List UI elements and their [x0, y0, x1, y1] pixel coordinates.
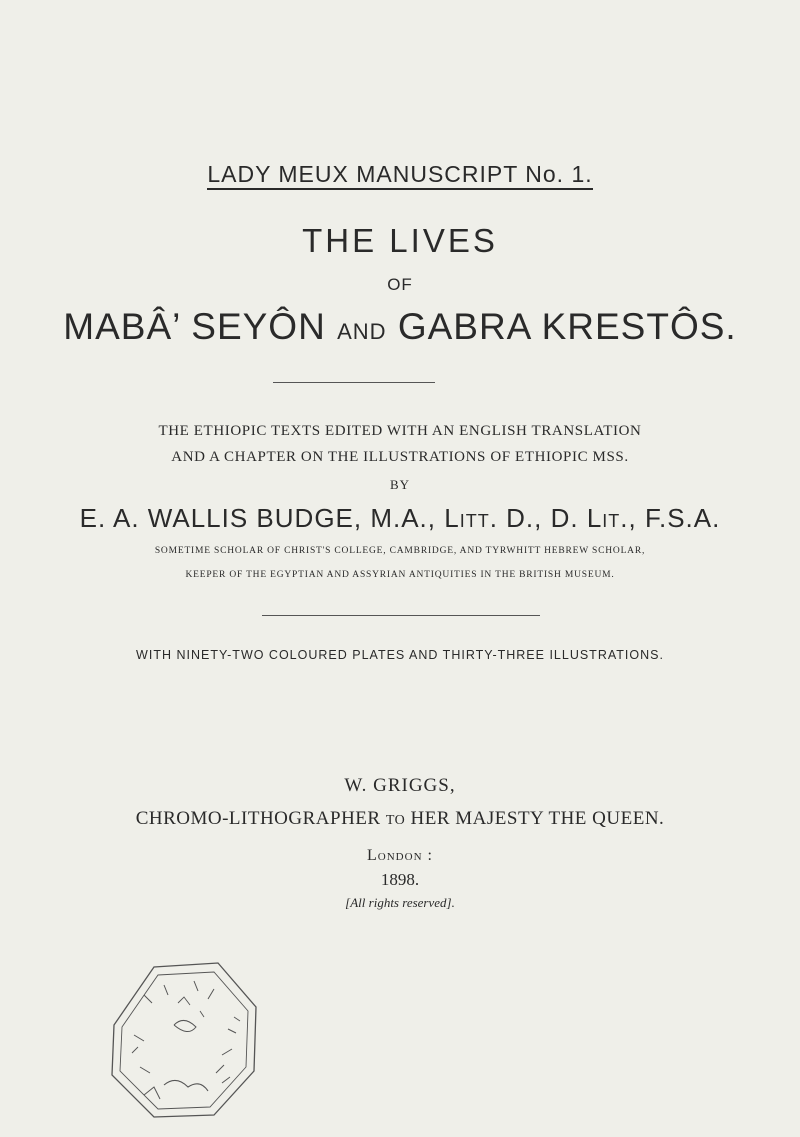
main-title: THE LIVES: [302, 222, 498, 259]
divider: [273, 382, 435, 383]
author-position-1: SOMETIME SCHOLAR OF CHRIST'S COLLEGE, CAMBRIDGE, AND TYRWHITT HEBREW SCHOLAR,: [154, 546, 646, 556]
author-degree-3: F.S.A.: [644, 503, 721, 533]
author-position-2: KEEPER OF THE EGYPTIAN AND ASSYRIAN ANTIQUITIES IN THE BRITISH MUSEUM.: [185, 570, 615, 580]
plates-note: WITH NINETY-TWO COLOURED PLATES AND THIRTY-THREE ILLUSTRATIONS.: [136, 648, 664, 662]
subject-name-2: GABRA KRESTÔS.: [397, 306, 737, 347]
rights-notice: [All rights reserved].: [345, 895, 455, 910]
subject-name-1: MABÂ’ SEYÔN: [63, 306, 326, 347]
divider: [262, 615, 540, 616]
author-name: E. A. WALLIS BUDGE, M.A.,: [79, 503, 437, 533]
publisher-seal-icon: [104, 945, 264, 1125]
publication-year: 1898.: [380, 870, 420, 889]
subject-names: [0, 306, 800, 348]
printer-role: [0, 808, 800, 830]
author-degree-1: Litt. D.,: [444, 503, 543, 533]
printer-role-to: TO: [385, 813, 406, 828]
author-degree-2: D. Lit.,: [550, 503, 637, 533]
author-line: [0, 503, 800, 534]
series-title: LADY MEUX MANUSCRIPT No. 1.: [0, 160, 800, 190]
printer-role-2: HER MAJESTY THE QUEEN.: [410, 808, 665, 829]
of-word: OF: [387, 275, 413, 294]
publication-place: London :: [367, 847, 433, 864]
by-word: BY: [389, 477, 411, 492]
subject-and: AND: [337, 319, 387, 344]
description-line-1: THE ETHIOPIC TEXTS EDITED WITH AN ENGLISH TRANSLATION: [158, 423, 642, 439]
printer-role-1: CHROMO-LITHOGRAPHER: [135, 808, 381, 829]
printer-name: W. GRIGGS,: [344, 775, 456, 796]
description-line-2: AND A CHAPTER ON THE ILLUSTRATIONS OF ETHIOPIC MSS.: [171, 449, 629, 465]
